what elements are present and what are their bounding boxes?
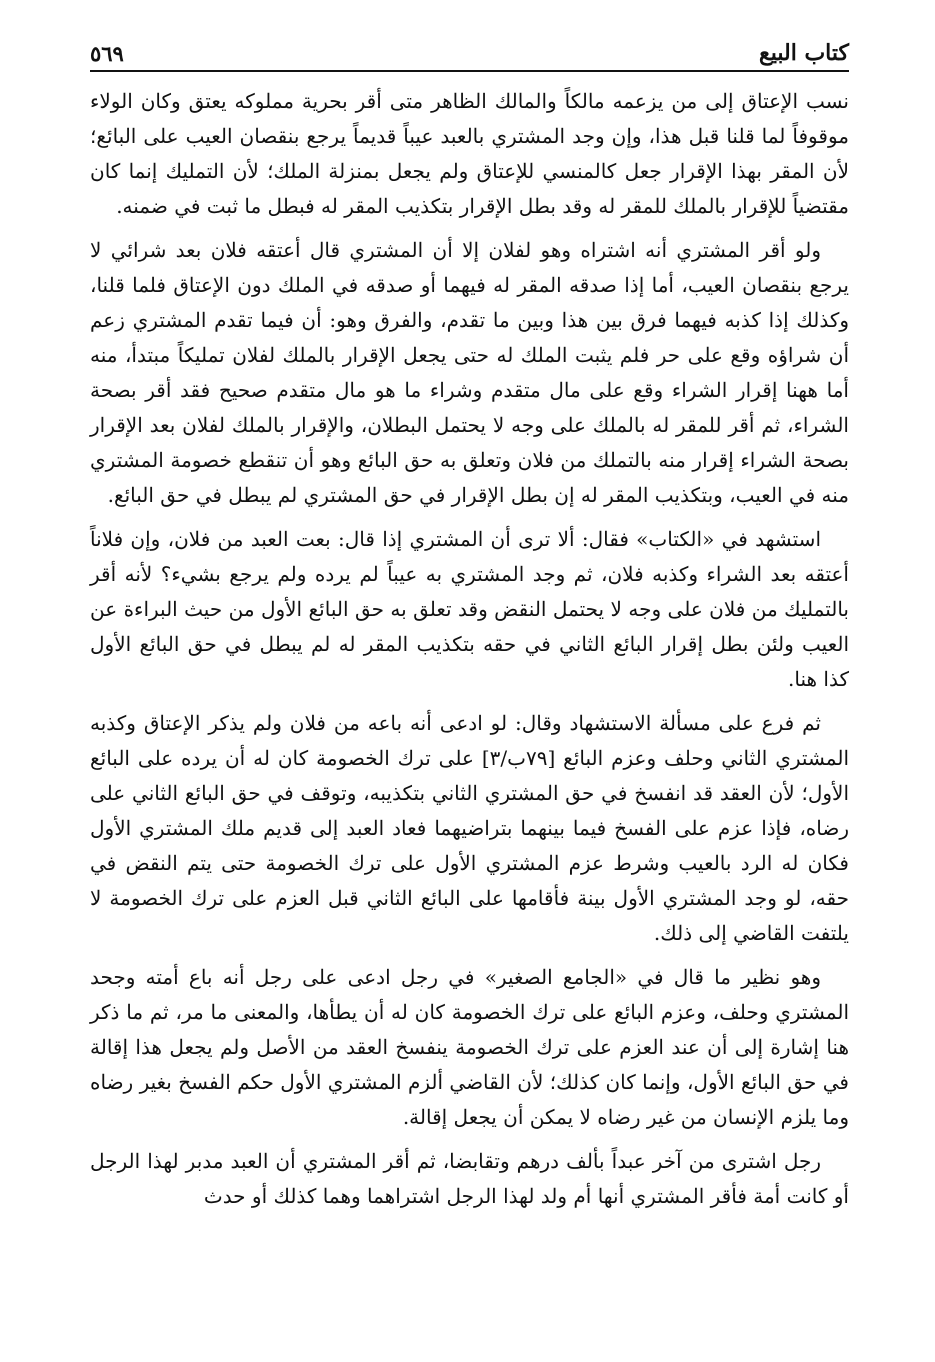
paragraph-1: نسب الإعتاق إلى من يزعمه مالكاً والمالك الظاهر متى أقر بحرية مملوكه يعتق وكان الولاء موقوفاً لما قلنا قبل هذا، وإن وجد المشتري بالعبد عيباً قديماً يرجع بنقصان العيب على البائع؛ لأن المقر بهذا الإقرار جعل كالمنسي للإعتاق ولم يجعل بمنزلة الملك؛ لأن التمليك إنما كان مقتضياً للإقرار بالملك للمقر له وقد بطل الإقرار بتكذيب المقر له فبطل ما ثبت في ضمنه.: [90, 89, 849, 218]
chapter-title: كتاب البيع: [759, 40, 849, 66]
paragraph-4: ثم فرع على مسألة الاستشهاد وقال: لو ادعى أنه باعه من فلان ولم يذكر الإعتاق وكذبه المشتري الثاني وحلف وعزم البائع [٧٩ب/٣] على ترك الخصومة كان له أن يرده على البائع الأول؛ لأن العقد قد انفسخ في حق المشتري الثاني بتكذيبه، وتوقف في حق البائع الثاني على رضاه، فإذا عزم على الفسخ فيما بينهما بتراضيهما فعاد العبد إلى قديم ملك المشتري الأول فكان له الرد بالعيب وشرط عزم المشتري الأول على ترك الخصومة حتى يتم النقض في حقه، لو وجد المشتري الأول بينة فأقامها على البائع الثاني قبل العزم على ترك الخصومة لا يلتفت القاضي إلى ذلك.: [90, 711, 849, 945]
paragraph-3: استشهد في «الكتاب» فقال: ألا ترى أن المشتري إذا قال: بعت العبد من فلان، وإن فلاناً أعتقه بعد الشراء وكذبه فلان، ثم وجد المشتري به عيباً لم يرده ولم يرجع بشيء؟ لأنه أقر بالتمليك من فلان على وجه لا يحتمل النقض وقد تعلق به حق البائع الأول من حيث البراءة عن العيب ولئن بطل إقرار البائع الثاني في حقه بتكذيب المقر له لم يبطل في حق البائع الأول كذا هنا.: [90, 527, 849, 691]
paragraph-6: رجل اشترى من آخر عبداً بألف درهم وتقابضا، ثم أقر المشتري أن العبد مدبر لهذا الرجل أو كانت أمة فأقر المشتري أنها أم ولد لهذا الرجل اشتراهما وهما كذلك أو حدث: [90, 1149, 849, 1208]
paragraph-2: ولو أقر المشتري أنه اشتراه وهو لفلان إلا أن المشتري قال أعتقه فلان بعد شرائي لا يرجع بنقصان العيب، أما إذا صدقه المقر له فيهما أو صدقه في الملك دون الإعتاق فلما قلنا، وكذلك إذا كذبه فيهما فرق بين هذا وبين ما تقدم، والفرق وهو: أن فيما تقدم المشتري زعم أن شراؤه وقع على حر فلم يثبت الملك له حتى يجعل الإقرار بالملك لفلان تمليكاً مبتدأ، منه أما ههنا إقرار الشراء وقع على مال متقدم وشراء ما هو مال متقدم صحيح فقد أقر بصحة الشراء، ثم أقر للمقر له بالملك على وجه لا يحتمل البطلان، والإقرار بالملك لفلان بعد الإقرار بصحة الشراء إقرار منه بالتملك من فلان وتعلق به حق البائع وهو أن تنقطع خصومة المشتري منه في العيب، وبتكذيب المقر له إن بطل الإقرار في حق المشتري لم يبطل في حق البائع.: [90, 238, 849, 507]
page-header: [90, 28, 849, 72]
page-number: ٥٦٩: [90, 41, 124, 66]
paragraph-5: وهو نظير ما قال في «الجامع الصغير» في رجل ادعى على رجل أنه باع أمته وجحد المشتري وحلف، وعزم البائع على ترك الخصومة كان له أن يطأها، والمعنى ما مر، ثم ما ذكر هنا إشارة إلى أن عند العزم على ترك الخصومة ينفسخ العقد من الأصل ولم يجعل هذا إقالة في حق البائع الأول، وإنما كان كذلك؛ لأن القاضي ألزم المشتري الأول حكم الفسخ بغير رضاه وما يلزم الإنسان من غير رضاه لا يمكن أن يجعل إقالة.: [90, 965, 849, 1129]
page-body: [90, 84, 849, 1214]
